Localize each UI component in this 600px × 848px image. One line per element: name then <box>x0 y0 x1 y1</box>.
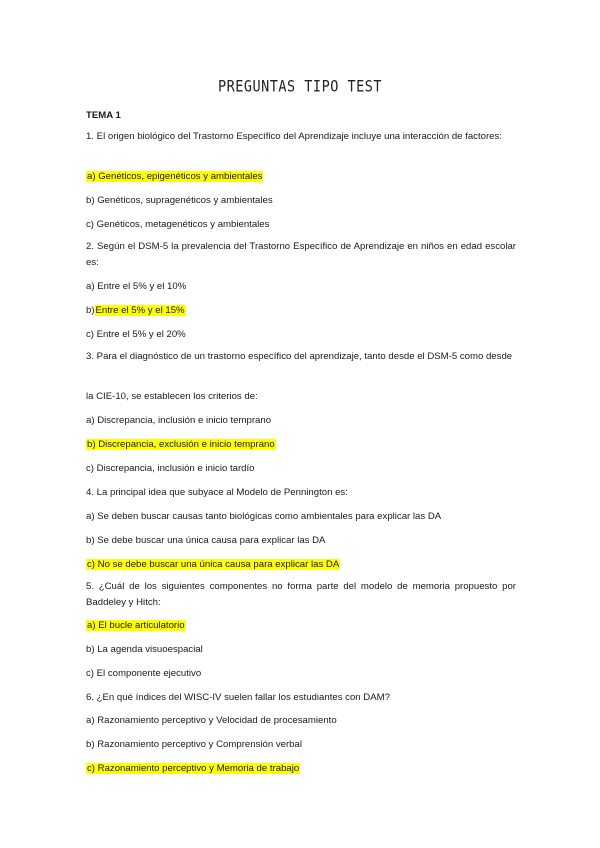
q2-option-b <box>86 304 516 318</box>
q2-option-b-prefix: b) <box>86 305 95 316</box>
q3-option-b-text: b) Discrepancia, exclusión e inicio temprano <box>87 439 275 450</box>
question-4: 4. La principal idea que subyace al Modelo de Pennington es: <box>86 487 348 498</box>
q1-option-b: b) Genéticos, supragenéticos y ambientales <box>86 195 273 206</box>
question-6: 6. ¿En qué índices del WISC-IV suelen fallar los estudiantes con DAM? <box>86 692 390 703</box>
question-2: 2. Según el DSM-5 la prevalencia del Trastorno Específico de Aprendizaje en niños en edad escolar es: <box>86 241 516 268</box>
page-title: PREGUNTAS TIPO TEST <box>218 77 382 97</box>
q6-option-c <box>86 762 516 776</box>
q5-option-a <box>86 619 516 633</box>
question-3: 3. Para el diagnóstico de un trastorno específico del aprendizaje, tanto desde el DSM-5 como desde <box>86 351 513 362</box>
q4-option-c-text: c) No se debe buscar una única causa para explicar las DA <box>87 559 340 570</box>
q1-option-a-text: a) Genéticos, epigenéticos y ambientales <box>87 171 263 182</box>
q6-option-a: a) Razonamiento perceptivo y Velocidad de procesamiento <box>86 715 337 726</box>
section-heading: TEMA 1 <box>86 110 121 121</box>
question-5: 5. ¿Cuál de los siguientes componentes no forma parte del modelo de memoria propuesto por Baddeley y Hitch: <box>86 581 516 608</box>
q4-option-c <box>86 558 516 572</box>
question-3-continued: la CIE-10, se establecen los criterios de: <box>86 391 258 402</box>
q5-option-b: b) La agenda visuoespacial <box>86 644 203 655</box>
q3-option-b <box>86 438 516 452</box>
q6-option-c-text: c) Razonamiento perceptivo y Memoria de trabajo <box>87 763 300 774</box>
q1-option-c: c) Genéticos, metagenéticos y ambientales <box>86 219 270 230</box>
q4-option-b: b) Se debe buscar una única causa para explicar las DA <box>86 535 326 546</box>
q3-option-a: a) Discrepancia, inclusión e inicio temprano <box>86 415 272 426</box>
q5-option-a-text: a) El bucle articulatorio <box>87 620 185 631</box>
question-1: 1. El origen biológico del Trastorno Específico del Aprendizaje incluye una interacción de factores: <box>86 131 502 142</box>
q3-option-c: c) Discrepancia, inclusión e inicio tardío <box>86 463 255 474</box>
q1-option-a <box>86 170 516 184</box>
q6-option-b: b) Razonamiento perceptivo y Comprensión verbal <box>86 739 302 750</box>
q2-option-a: a) Entre el 5% y el 10% <box>86 281 187 292</box>
q4-option-a: a) Se deben buscar causas tanto biológicas como ambientales para explicar las DA <box>86 511 442 522</box>
q2-option-b-text: Entre el 5% y el 15% <box>95 305 185 316</box>
q2-option-c: c) Entre el 5% y el 20% <box>86 329 186 340</box>
q5-option-c: c) El componente ejecutivo <box>86 668 202 679</box>
